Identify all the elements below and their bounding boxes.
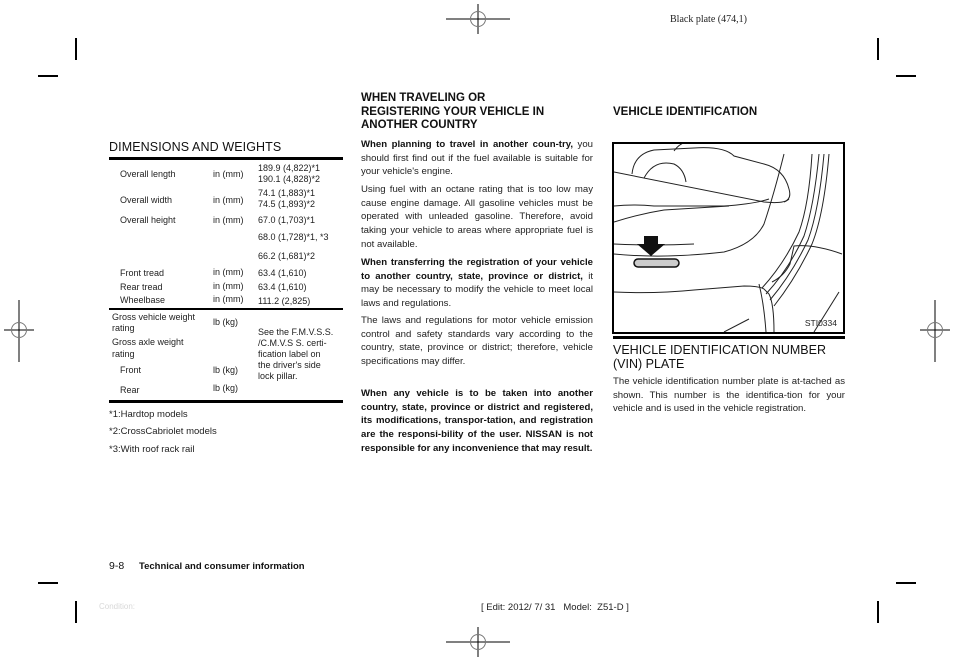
dim-value: 74.1 (1,883)*1 [258, 188, 316, 198]
gvwr-unit: lb (kg) [213, 317, 239, 327]
dim-value: 190.1 (4,828)*2 [258, 174, 321, 184]
traveling-title [361, 92, 601, 133]
vin-plate-subhead [613, 343, 826, 371]
gawr-label: rating [112, 349, 135, 359]
footnote: *2:CrossCabriolet models [109, 426, 217, 437]
table-bottom-rule [109, 400, 343, 403]
rear-axle-unit: lb (kg) [213, 383, 239, 393]
crop-mark [38, 582, 58, 584]
table-top-rule [109, 157, 343, 160]
bold-lead: When planning to travel in another coun-try, [361, 139, 573, 150]
vin-plate-description: The vehicle identification number plate is at-tached as shown. This number is the identifica-tion for your vehicle and is used in the vehicle registration. [613, 376, 845, 415]
vehicle-id-title: VEHICLE IDENTIFICATION [613, 106, 758, 118]
subhead-line: VEHICLE IDENTIFICATION NUMBER [613, 343, 826, 357]
gawr-label: Gross axle weight [112, 337, 184, 347]
registration-mark-icon [446, 625, 510, 659]
dim-unit: in (mm) [213, 294, 244, 304]
weights-note: /C.M.V.S S. certi- [258, 338, 327, 348]
title-line: REGISTERING YOUR VEHICLE IN [361, 105, 545, 118]
dim-unit: in (mm) [213, 267, 244, 277]
condition-label: Condition: [99, 602, 136, 611]
dim-value: 63.4 (1,610) [258, 282, 307, 292]
weights-note: See the F.M.V.S.S. [258, 327, 334, 337]
crop-mark [75, 601, 77, 623]
figure-code: STI0334 [804, 318, 837, 328]
crop-mark [877, 38, 879, 60]
weights-note: lock pillar. [258, 371, 298, 381]
title-line: ANOTHER COUNTRY [361, 119, 478, 131]
dim-unit: in (mm) [213, 281, 244, 291]
gvwr-label: rating [112, 323, 135, 333]
dim-label: Wheelbase [120, 295, 166, 305]
dim-label: Overall height [120, 215, 176, 225]
crop-mark [877, 601, 879, 623]
gvwr-label: Gross vehicle weight [112, 312, 196, 322]
paragraph-responsibility: When any vehicle is to be taken into another country, state, province or district and registered, its modifications, transpor-tation, and registration are the responsi-bility of the user. NISSAN is not responsible for any inconvenience that may result. [361, 388, 593, 454]
front-axle-label: Front [120, 365, 142, 375]
paragraph-text: you should first find out if the fuel available is suitable for your vehicle's engine. [361, 139, 593, 178]
edit-info: [ Edit: 2012/ 7/ 31 Model: Z51-D ] [481, 602, 629, 613]
dim-value: 68.0 (1,728)*1, *3 [258, 232, 329, 242]
paragraph-octane: Using fuel with an octane rating that is too low may cause engine damage. All gasoline vehicles must be operated with unleaded gasoline. Therefore, avoid taking your vehicle to areas where appropriate fuel is not available. [361, 184, 593, 250]
paragraph-laws: The laws and regulations for motor vehicle emission control and safety standards vary according to the country, state, province or district; therefore, vehicle specifications may differ. [361, 315, 593, 368]
dim-value: 67.0 (1,703)*1 [258, 215, 316, 225]
weights-note: the driver's side [258, 360, 321, 370]
crop-mark [75, 38, 77, 60]
dim-value: 66.2 (1,681)*2 [258, 251, 316, 261]
footnote: *3:With roof rack rail [109, 444, 195, 455]
bold-lead: When transferring the registration of your vehicle to another country, state, province or district, [361, 257, 593, 282]
rear-axle-label: Rear [120, 385, 140, 395]
paragraph-text: it may be necessary to modify the vehicle to meet local laws and regulations. [361, 270, 594, 310]
registration-mark-icon [446, 2, 510, 36]
registration-mark-icon [918, 300, 952, 364]
dimensions-title: DIMENSIONS AND WEIGHTS [109, 140, 282, 154]
dim-value: 63.4 (1,610) [258, 268, 307, 278]
dim-label: Front tread [120, 268, 165, 278]
crop-mark [896, 582, 916, 584]
dim-label: Rear tread [120, 282, 163, 292]
subhead-line: (VIN) PLATE [613, 357, 685, 371]
plate-label: Black plate (474,1) [670, 14, 747, 25]
dim-value: 111.2 (2,825) [258, 296, 311, 306]
footnote: *1:Hardtop models [109, 409, 188, 420]
dim-value: 74.5 (1,893)*2 [258, 199, 316, 209]
dim-unit: in (mm) [213, 195, 244, 205]
front-axle-unit: lb (kg) [213, 365, 239, 375]
registration-mark-icon [3, 300, 35, 364]
title-line: WHEN TRAVELING OR [361, 92, 486, 104]
vin-plate-figure [612, 142, 845, 334]
dim-value: 189.9 (4,822)*1 [258, 163, 321, 173]
dim-unit: in (mm) [213, 215, 244, 225]
section-name: Technical and consumer information [139, 561, 305, 572]
dim-label: Overall length [120, 169, 176, 179]
dim-unit: in (mm) [213, 169, 244, 179]
page-number: 9-8 [109, 560, 125, 572]
table-mid-rule [109, 308, 343, 310]
paragraph-fuel [361, 138, 593, 179]
dim-label: Overall width [120, 195, 173, 205]
subsection-rule [613, 336, 845, 339]
vehicle-interior-illustration [614, 144, 843, 332]
crop-mark [896, 75, 916, 77]
paragraph-transfer [361, 256, 593, 311]
crop-mark [38, 75, 58, 77]
weights-note: fication label on [258, 349, 321, 359]
